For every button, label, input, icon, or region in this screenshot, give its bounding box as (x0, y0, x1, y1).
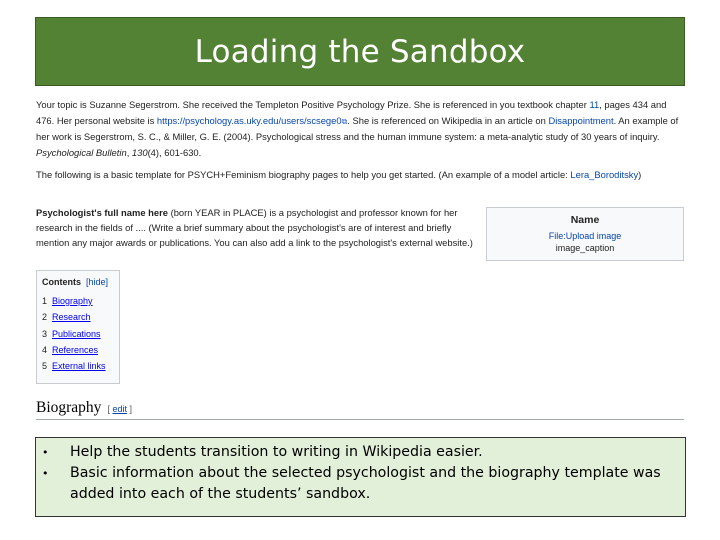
note-text: Basic information about the selected psychologist and the biography template was added into each of the students’ sandbox. (70, 465, 661, 502)
toc-item-number: 5 (42, 361, 48, 372)
model-article-link[interactable]: Lera_Boroditsky (570, 169, 639, 180)
section-edit-link[interactable]: edit (112, 404, 127, 414)
chapter-link[interactable]: 11 (589, 99, 600, 110)
toc-item[interactable] (42, 326, 114, 342)
toc-header (42, 277, 114, 287)
intro-text-1: Your topic is Suzanne Segerstrom. She received the Templeton Positive Psychology Prize. She is referenced in you textbook chapter (36, 99, 590, 110)
infobox-name: Name (570, 214, 600, 226)
edit-bracket-close: ] (126, 404, 132, 414)
note-text: Help the students transition to writing in Wikipedia easier. (70, 444, 483, 460)
toc-item-number: 2 (42, 312, 48, 323)
toc-item[interactable] (42, 309, 114, 325)
intro-text-6: (4), 601-630. (147, 146, 202, 158)
section-edit (107, 404, 132, 414)
table-of-contents (36, 270, 120, 384)
template-text-end: ) (638, 169, 642, 180)
template-text: The following is a basic template for PSYCH+Feminism biography pages to help you get started. (An example of a model article: (36, 169, 571, 180)
notes-box (35, 437, 686, 517)
bullet-icon: • (42, 446, 49, 459)
section-heading-title: Biography (36, 399, 102, 416)
toc-item-number: 1 (42, 296, 48, 306)
section-heading (36, 399, 684, 420)
disappointment-link[interactable]: Disappointment (548, 114, 614, 126)
infobox-caption: image_caption (555, 243, 615, 253)
toc-list (42, 293, 114, 374)
notes-list (42, 442, 677, 505)
psychologist-name-placeholder: Psychologist's full name here (36, 207, 168, 218)
edit-bracket-open: [ (107, 404, 113, 414)
bullet-icon: • (42, 467, 49, 480)
toc-item[interactable] (42, 293, 114, 309)
toc-item-number: 3 (42, 328, 48, 339)
note-item (42, 442, 677, 463)
upload-image-link[interactable]: File:Upload image (548, 230, 622, 241)
intro-text-4: . An example of her work is Segerstrom, S. C., & Miller, G. E. (2004). Psychological stress and the human immune system: a meta-analytic study of 30 years of inquiry. (36, 114, 679, 142)
toc-item-number: 4 (42, 344, 48, 355)
toc-hide-toggle[interactable]: [hide] (86, 277, 109, 287)
journal-name: Psychological Bulletin (36, 146, 127, 158)
slide-title-bar (35, 17, 685, 86)
personal-website-link-text: https://psychology.as.uky.edu/users/scsege0 (156, 114, 342, 126)
toc-item[interactable] (42, 342, 114, 358)
toc-item-link[interactable]: Research (52, 312, 91, 323)
template-paragraph (36, 167, 684, 183)
slide-title: Loading the Sandbox (194, 33, 526, 70)
journal-volume: 130 (131, 146, 148, 158)
toc-item-link[interactable]: References (52, 344, 99, 355)
toc-title: Contents (42, 277, 81, 287)
intro-text-3: . She is referenced on Wikipedia in an article on (347, 114, 549, 126)
toc-item-link[interactable]: Biography (52, 296, 93, 306)
infobox (486, 207, 684, 261)
toc-item-link[interactable]: Publications (52, 328, 101, 339)
toc-item-link[interactable]: External links (52, 361, 106, 372)
toc-item[interactable] (42, 358, 114, 374)
note-item (42, 463, 677, 505)
intro-text-2: , pages 434 and 476. Her personal website is (36, 99, 667, 126)
intro-paragraph (36, 97, 684, 160)
lead-text: (born YEAR in PLACE) is a psychologist and professor known for her research in the fields of .... (Write a brief summary about the psychologist's are of interest and briefly mention any major awards or publications. You can also add a link to the psychologist's external website.) (36, 207, 473, 249)
lead-paragraph (36, 205, 476, 251)
intro-text-5: , (126, 146, 132, 158)
external-link-icon: ⧉ (341, 116, 348, 126)
personal-website-link[interactable] (157, 115, 347, 126)
